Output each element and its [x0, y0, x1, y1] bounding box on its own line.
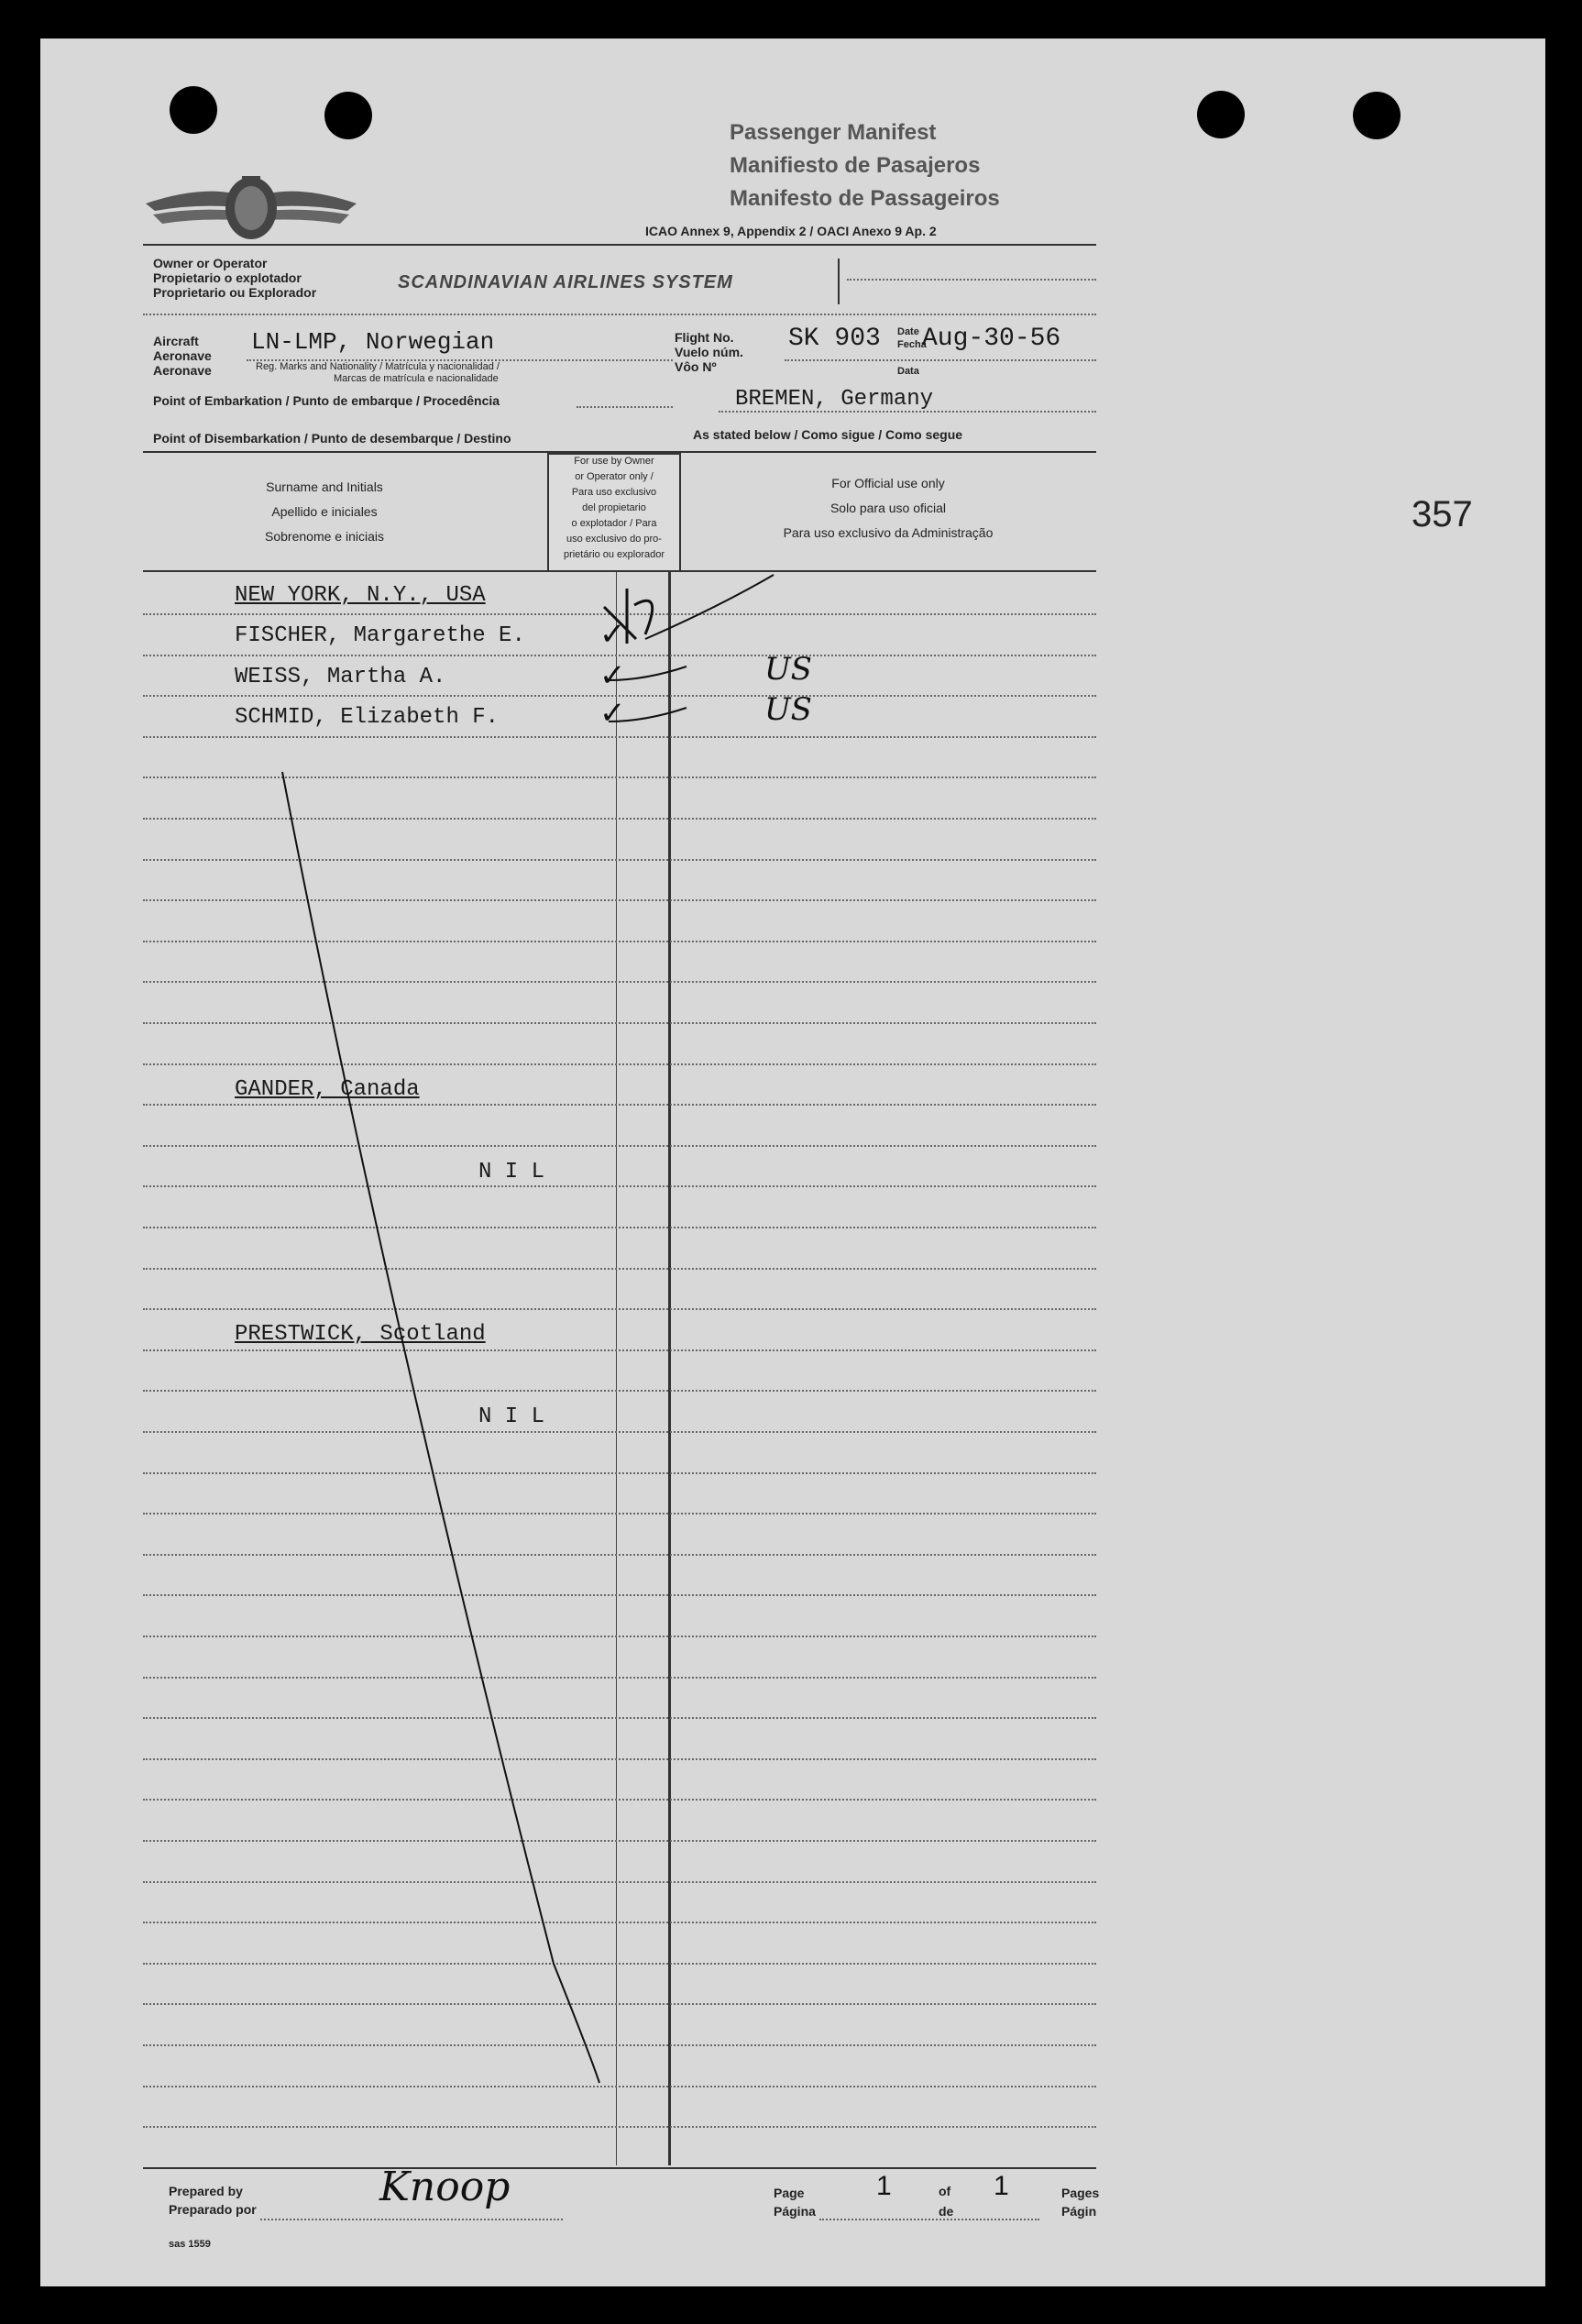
- disembarkation-label: Point of Disembarkation / Punto de desembarque / Destino: [153, 431, 511, 446]
- date-label-0: Date: [897, 326, 919, 337]
- entry-passenger: WEISS, Martha A.: [235, 665, 446, 689]
- owner-mark: ✓: [599, 617, 626, 652]
- aircraft-label-1: Aeronave: [153, 348, 212, 363]
- section-prestwick: PRESTWICK, Scotland: [235, 1322, 486, 1347]
- flight-value: SK 903: [788, 325, 881, 353]
- reg-marks-note-2: Marcas de matrícula e nacionalidade: [334, 373, 499, 384]
- section-gander: GANDER, Canada: [235, 1077, 420, 1102]
- disembarkation-value: As stated below / Como sigue / Como segue: [693, 427, 963, 442]
- operator-value: SCANDINAVIAN AIRLINES SYSTEM: [398, 272, 733, 292]
- page-number-stamp: 357: [1412, 494, 1473, 534]
- owner-header-3: del propietario: [582, 502, 646, 513]
- manifest-title-es: Manifiesto de Pasajeros: [730, 153, 981, 178]
- owner-header-1: or Operator only /: [575, 471, 654, 482]
- operator-label-0: Owner or Operator: [153, 256, 268, 270]
- owner-header-6: prietário ou explorador: [563, 549, 665, 560]
- name-header-1: Apellido e iniciales: [271, 504, 378, 519]
- page-rule: [819, 2219, 1039, 2220]
- date-value: Aug-30-56: [922, 325, 1061, 353]
- prepared-signature: Knoop: [379, 2164, 511, 2210]
- official-header-0: For Official use only: [831, 476, 945, 490]
- aircraft-value: LN-LMP, Norwegian: [251, 328, 495, 356]
- page-value: 1: [876, 2171, 892, 2201]
- prepared-label-1: Preparado por: [169, 2202, 257, 2217]
- official-header-2: Para uso exclusivo da Administração: [783, 525, 994, 540]
- of-label-1: de: [939, 2204, 954, 2219]
- official-note: US: [764, 691, 812, 728]
- date-label-2: Data: [897, 366, 919, 377]
- handwritten-strokes: [40, 39, 1545, 2286]
- date-label-1: Fecha: [897, 339, 927, 350]
- owner-mark: ✓: [599, 696, 626, 731]
- owner-header-5: uso exclusivo do pro-: [566, 534, 662, 545]
- official-header-1: Solo para uso oficial: [829, 501, 947, 515]
- aircraft-label-2: Aeronave: [153, 363, 212, 378]
- reg-marks-note-1: Reg. Marks and Nationality / Matrícula y nacionalidad /: [256, 361, 500, 372]
- flight-label-0: Flight No.: [675, 330, 734, 345]
- official-note: US: [764, 651, 812, 688]
- icao-reference: ICAO Annex 9, Appendix 2 / OACI Anexo 9 Ap. 2: [645, 224, 937, 238]
- aircraft-label-0: Aircraft: [153, 334, 199, 348]
- entry-passenger: SCHMID, Elizabeth F.: [235, 705, 500, 730]
- page-label-0: Page: [774, 2186, 805, 2200]
- section-nil: N I L: [478, 1160, 545, 1184]
- pages-label-0: Pages: [1061, 2186, 1100, 2200]
- page-label-1: Página: [774, 2204, 816, 2219]
- owner-header-4: o explotador / Para: [571, 518, 657, 529]
- manifest-title-pt: Manifesto de Passageiros: [730, 186, 1000, 211]
- flight-label-2: Vôo Nº: [675, 359, 717, 374]
- operator-label-2: Proprietario ou Explorador: [153, 285, 317, 300]
- operator-label-1: Propietario o explotador: [153, 270, 302, 285]
- name-header-2: Sobrenome e iniciais: [265, 529, 384, 544]
- owner-mark: ✓: [599, 658, 626, 693]
- of-label-0: of: [939, 2184, 951, 2198]
- of-value: 1: [994, 2171, 1009, 2201]
- embarkation-label: Point of Embarkation / Punto de embarque / Procedência: [153, 393, 500, 408]
- owner-header-2: Para uso exclusivo: [571, 487, 657, 498]
- prepared-label-0: Prepared by: [169, 2184, 243, 2198]
- pages-label-1: Págin: [1061, 2204, 1097, 2219]
- section-nil: N I L: [478, 1404, 545, 1429]
- footer-top-rule: [143, 2167, 1096, 2169]
- name-header-0: Surname and Initials: [266, 479, 383, 494]
- manifest-title-en: Passenger Manifest: [730, 120, 937, 145]
- embarkation-value: BREMEN, Germany: [735, 387, 934, 412]
- flight-label-1: Vuelo núm.: [675, 345, 743, 359]
- entry-passenger: FISCHER, Margarethe E.: [235, 623, 525, 648]
- manifest-page: [40, 39, 1545, 2286]
- prepared-rule: [260, 2219, 563, 2220]
- owner-header-0: For use by Owner: [574, 456, 654, 467]
- form-code: sas 1559: [169, 2239, 211, 2250]
- entry-destination: NEW YORK, N.Y., USA: [235, 583, 486, 608]
